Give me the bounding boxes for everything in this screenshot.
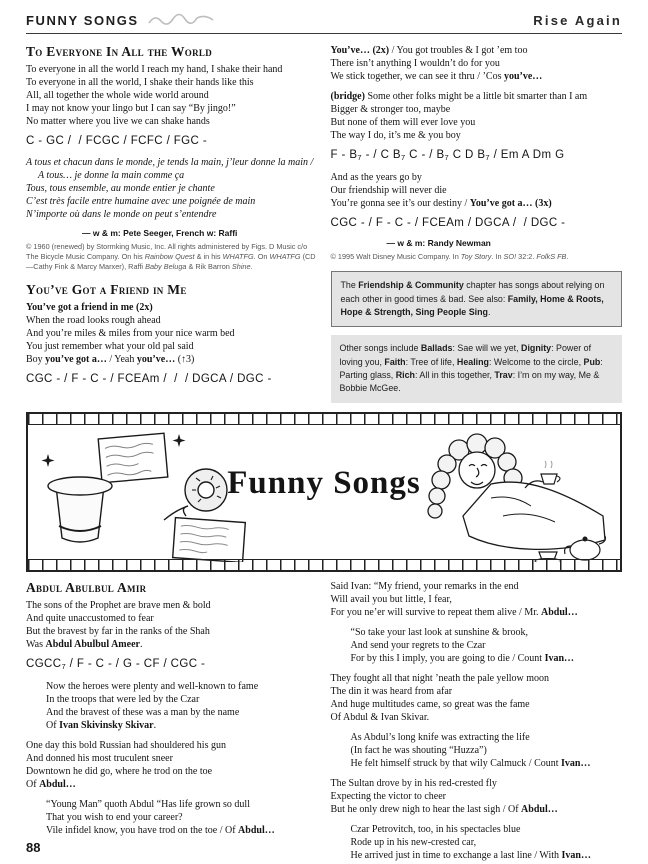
- top-hat-icon: [48, 477, 112, 542]
- header-rule: [26, 33, 622, 34]
- chords-block: [331, 149, 623, 162]
- text-line: [26, 195, 318, 208]
- text-line: [26, 208, 318, 221]
- text-line: [331, 70, 623, 83]
- text-segment: © 1960 (renewed) by Stormking Music, Inc. All rights administered by Figs. D Music c/o The Bicycle Music Company. On his: [26, 242, 308, 262]
- text-segment: And the bravest of these was a man by the name: [46, 706, 240, 718]
- text-segment: : All in this together,: [414, 370, 495, 380]
- lyrics-block: [26, 301, 318, 366]
- text-segment: Was: [26, 638, 46, 650]
- other-songs-box: [331, 335, 623, 402]
- text-segment: But he only drew nigh to hear the last sigh / Of: [330, 803, 522, 815]
- text-line: [46, 824, 318, 837]
- text-segment: Some other folks might be a little bit smarter than I am: [364, 91, 588, 102]
- text-line: [46, 693, 318, 706]
- filmstrip-border-top-icon: [28, 414, 620, 425]
- text-segment: (↑3): [175, 353, 195, 365]
- text-line: [26, 625, 318, 638]
- text-segment: (In fact he was shouting “Huzza”): [350, 744, 487, 756]
- song-body-abdul-left: [26, 599, 318, 837]
- text-segment: Rode up in his new-crested car,: [350, 836, 477, 848]
- handwritten-note-illustration: [173, 517, 246, 561]
- text-segment: The Sultan drove by in his red-crested fly: [330, 777, 497, 789]
- text-line: [46, 798, 318, 811]
- bottom-section: [26, 578, 622, 864]
- text-segment: He felt himself struck by that wily Calmuck / Count: [350, 757, 562, 769]
- sparkle-icon: [173, 434, 186, 447]
- text-line: [331, 116, 623, 129]
- text-line: [46, 719, 318, 732]
- lyrics-block: [26, 63, 318, 128]
- text-segment: Rich: [395, 370, 415, 380]
- text-segment: “So take your last look at sunshine & brook,: [350, 626, 528, 638]
- other-songs-text: [340, 342, 614, 395]
- text-line: [331, 777, 623, 790]
- text-segment: The din it was heard from afar: [330, 685, 453, 697]
- chapter-heading: [26, 12, 217, 28]
- lyrics-block: [351, 626, 623, 665]
- text-segment: .: [487, 306, 491, 317]
- text-segment: All, all together the whole wide world around: [26, 90, 209, 101]
- text-line: [351, 652, 623, 665]
- text-segment: & in his: [194, 252, 223, 262]
- text-line: [331, 184, 623, 197]
- text-line: [26, 89, 318, 102]
- text-segment: Trav: [494, 370, 513, 380]
- text-segment: You just remember what your old pal said: [26, 340, 194, 352]
- text-line: [331, 171, 623, 184]
- text-line: [46, 706, 318, 719]
- text-segment: 32:2.: [516, 252, 537, 261]
- text-line: [26, 638, 318, 651]
- text-segment: : Parting glass,: [339, 356, 603, 380]
- song-title-everyone: To Everyone In All the World: [26, 44, 213, 59]
- text-line: [331, 103, 623, 116]
- text-line: [351, 744, 623, 757]
- fine-block: [26, 242, 318, 273]
- text-segment: : Tree of life,: [405, 356, 457, 367]
- text-line: [331, 803, 623, 816]
- text-segment: FolkS FB: [536, 252, 567, 261]
- text-line: [26, 314, 318, 327]
- text-line: [331, 593, 623, 606]
- lyrics-block: [46, 798, 318, 837]
- text-segment: Of: [46, 719, 60, 731]
- text-segment: You’re gonna see it’s our destiny /: [330, 198, 470, 209]
- top-section: [26, 42, 622, 403]
- text-segment: We stick together, we can see it thru / ’Cos: [330, 71, 504, 82]
- text-line: [351, 757, 623, 770]
- text-line: [331, 90, 623, 103]
- text-segment: Downtown he did go, where he trod on the toe: [26, 765, 213, 777]
- text-line: [26, 778, 318, 791]
- text-segment: (CD—Cathy Fink & Marcy Marxer), Raffi: [26, 252, 316, 272]
- text-segment: CGCC: [26, 657, 62, 670]
- text-segment: That you wish to end your career?: [46, 811, 183, 823]
- text-line: [331, 580, 623, 593]
- book-title: Rise Again: [533, 13, 622, 28]
- text-segment: / Em A Dm G: [489, 149, 565, 161]
- text-segment: Abdul…: [541, 606, 578, 618]
- text-segment: The: [340, 280, 359, 291]
- hat-and-donut-illustration: [38, 426, 248, 562]
- text-segment: But none of them will ever love you: [330, 117, 476, 128]
- text-segment: And send your regrets to the Czar: [350, 639, 486, 651]
- text-segment: C’est très facile entre humaine avec une poignée de main: [26, 196, 256, 207]
- text-segment: N’importe où dans le monde on peut s’entendre: [26, 209, 217, 220]
- text-line: [331, 672, 623, 685]
- text-line: [26, 599, 318, 612]
- text-segment: / Yeah: [106, 353, 137, 365]
- lyrics-block: [26, 156, 318, 221]
- page-number: 88: [26, 840, 41, 855]
- text-segment: you’ve got a…: [45, 353, 107, 365]
- text-line: [26, 327, 318, 340]
- text-segment: & Rik Barron: [186, 262, 232, 272]
- text-segment: 7: [444, 153, 450, 162]
- left-column-bottom: [26, 578, 318, 864]
- song-title-friend: You’ve Got a Friend in Me: [26, 281, 187, 297]
- text-line: [26, 739, 318, 752]
- lyrics-block: [26, 599, 318, 651]
- text-segment: : Welcome to the circle,: [488, 356, 584, 367]
- left-column: [26, 42, 318, 403]
- text-segment: 7: [61, 661, 67, 671]
- fine-block: [331, 252, 623, 262]
- text-segment: Czar Petrovitch, too, in his spectacles blue: [350, 823, 521, 835]
- text-segment: .: [250, 262, 253, 272]
- text-segment: Said Ivan: “My friend, your remarks in the end: [330, 580, 519, 592]
- text-segment: Shine: [231, 262, 251, 272]
- right-column-bottom: [331, 578, 623, 864]
- text-line: [351, 836, 623, 849]
- text-segment: Of Abdul & Ivan Skivar.: [330, 711, 430, 723]
- text-segment: WHATFG: [269, 252, 301, 262]
- text-segment: Pub: [583, 356, 601, 367]
- text-segment: The way I do, it’s me & you boy: [330, 130, 461, 141]
- text-segment: He arrived just in time to exchange a last line / With: [350, 849, 562, 861]
- text-line: [351, 626, 623, 639]
- text-segment: (bridge): [330, 91, 365, 102]
- text-segment: - / C B: [362, 149, 401, 161]
- lyrics-block: [331, 44, 623, 83]
- text-segment: But the bravest by far in the ranks of the Shah: [26, 625, 210, 637]
- text-segment: I may not know your lingo but I can say “By jingo!”: [26, 103, 236, 114]
- face-icon: [459, 452, 495, 488]
- text-line: [26, 765, 318, 778]
- text-segment: Abdul…: [238, 824, 275, 836]
- text-line: [351, 731, 623, 744]
- text-line: [331, 698, 623, 711]
- text-segment: To everyone in all the world, I shake their hands like this: [26, 77, 254, 88]
- text-segment: . On: [253, 252, 270, 262]
- text-segment: . In: [491, 252, 504, 261]
- text-segment: Dignity: [521, 343, 552, 354]
- text-line: [26, 115, 318, 128]
- text-segment: Rainbow Quest: [144, 252, 195, 262]
- text-segment: There isn’t anything I wouldn’t do for you: [330, 58, 500, 69]
- text-segment: One day this bold Russian had shouldered his gun: [26, 739, 226, 751]
- text-line: [331, 606, 623, 619]
- text-line: [26, 612, 318, 625]
- text-segment: / F - C - / G - CF / CGC -: [66, 657, 206, 670]
- song-title-abdul: Abdul Abulbul Amir: [26, 579, 147, 595]
- text-line: [331, 197, 623, 210]
- text-segment: Vile infidel know, you have trod on the toe / Of: [46, 824, 239, 836]
- text-line: [26, 353, 318, 366]
- text-line: [331, 44, 623, 57]
- text-segment: Faith: [384, 356, 406, 367]
- text-segment: .: [153, 719, 157, 731]
- text-segment: C D B: [449, 149, 486, 161]
- lyrics-block: [46, 680, 318, 732]
- text-segment: Ivan Skivinsky Skivar: [59, 719, 154, 731]
- text-line: [26, 63, 318, 76]
- chapter-note-text: [341, 279, 613, 319]
- text-segment: : Power of loving you,: [339, 343, 592, 367]
- text-segment: You’ve… (2x): [330, 45, 390, 56]
- text-segment: Abdul Abulbul Ameer: [45, 638, 140, 650]
- text-line: [26, 182, 318, 195]
- chapter-title: FUNNY SONGS: [26, 12, 139, 28]
- text-segment: Friendship & Community: [358, 280, 464, 291]
- sign-illustration: [98, 433, 168, 483]
- text-segment: Other songs include: [339, 343, 421, 354]
- text-segment: .: [566, 252, 569, 261]
- text-segment: Healing: [456, 356, 489, 367]
- text-segment: : I’m on my way, Me & Bobbie McGee.: [339, 370, 600, 394]
- chords-block: CGC - / F - C - / FCEAm / DGCA / / DGC -: [330, 217, 566, 229]
- song-body-friend-left: [26, 301, 318, 385]
- text-segment: Tous, tous ensemble, au monde entier je chante: [26, 183, 215, 194]
- text-segment: 7: [400, 153, 406, 162]
- text-segment: Now the heroes were plenty and well-known to fame: [46, 680, 259, 692]
- text-line: [331, 685, 623, 698]
- text-segment: Will avail you but little, I fear,: [330, 593, 452, 605]
- text-segment: And quite unaccustomed to fear: [26, 612, 154, 624]
- banner-title: Funny Songs: [227, 464, 421, 501]
- banner-center: [28, 425, 620, 559]
- text-line: [26, 156, 318, 182]
- text-line: [46, 811, 318, 824]
- text-segment: As Abdul’s long knife was extracting the life: [350, 731, 530, 743]
- text-segment: Expecting the victor to cheer: [330, 790, 447, 802]
- text-line: [26, 76, 318, 89]
- page-header: [26, 12, 622, 28]
- text-segment: Ivan…: [544, 652, 575, 664]
- text-segment: C - / B: [405, 149, 445, 161]
- lyrics-block: [331, 777, 623, 816]
- text-line: [26, 301, 318, 314]
- text-segment: Bigger & stronger too, maybe: [330, 104, 451, 115]
- lyrics-block: [331, 580, 623, 619]
- chords-block: [26, 658, 318, 671]
- text-segment: In the troops that were led by the Czar: [46, 693, 200, 705]
- text-segment: WHATFG: [222, 252, 254, 262]
- wig-figure-illustration: [407, 426, 612, 562]
- text-segment: 7: [357, 153, 362, 162]
- chords-block: C - GC / / FCGC / FCFC / FGC -: [26, 135, 208, 147]
- text-segment: : Sae will we yet,: [452, 343, 522, 354]
- text-segment: You’ve got a friend in me (2x): [26, 301, 153, 313]
- text-segment: F - B: [330, 149, 358, 161]
- text-segment: Ballads: [420, 343, 453, 354]
- lyrics-block: [351, 823, 623, 862]
- text-segment: And huge multitudes came, so great was the fame: [330, 698, 530, 710]
- text-segment: They fought all that night ’neath the pale yellow moon: [330, 672, 550, 684]
- text-segment: Of: [26, 778, 40, 790]
- text-segment: you’ve…: [136, 353, 176, 365]
- text-segment: For by this I imply, you are going to die / Count: [350, 652, 545, 664]
- credit-block: — w & m: Randy Newman: [386, 238, 491, 248]
- text-segment: And you’re miles & miles from your nice warm bed: [26, 327, 235, 339]
- text-line: [26, 102, 318, 115]
- song-body-friend-right: [331, 42, 623, 262]
- text-segment: When the road looks rough ahead: [26, 314, 161, 326]
- text-line: [351, 849, 623, 862]
- text-line: [351, 639, 623, 652]
- chords-block: CGC - / F - C - / FCEAm / / / DGCA / DGC -: [26, 372, 272, 385]
- text-segment: Abdul…: [39, 778, 76, 790]
- text-segment: “Young Man” quoth Abdul “Has life grown so dull: [46, 798, 250, 810]
- filmstrip-border-bottom-icon: [28, 559, 620, 570]
- text-line: [331, 129, 623, 142]
- text-segment: A tous et chacun dans le monde, je tends la main, j’leur donne la main / A tous… je donne la main comme ça: [26, 157, 314, 181]
- script-flourish-icon: [147, 12, 217, 28]
- sparkle-icon: [42, 454, 55, 467]
- lyrics-block: [331, 672, 623, 724]
- song-body-everyone: [26, 63, 318, 273]
- text-line: [351, 823, 623, 836]
- credit-block: — w & m: Pete Seeger, French w: Raffi: [82, 228, 238, 238]
- text-line: [46, 680, 318, 693]
- text-segment: Ivan…: [561, 849, 591, 861]
- chapter-note-box: [331, 271, 623, 327]
- text-segment: chapter has songs about relying on each other in good times & bad. See also:: [340, 280, 605, 304]
- text-segment: To everyone in all the world I reach my hand, I shake their hand: [26, 64, 283, 75]
- lyrics-block: [351, 731, 623, 770]
- lyrics-block: [26, 739, 318, 791]
- text-segment: Toy Story: [460, 252, 492, 261]
- text-segment: Ivan…: [561, 757, 591, 769]
- text-segment: Family, Home & Roots, Hope & Strength, Sing People Sing: [340, 293, 604, 317]
- text-line: [26, 752, 318, 765]
- text-segment: you’ve…: [503, 71, 543, 82]
- text-line: [331, 57, 623, 70]
- text-segment: SO!: [503, 252, 517, 261]
- right-column: [331, 42, 623, 403]
- text-line: [331, 711, 623, 724]
- text-segment: Baby Beluga: [145, 262, 187, 272]
- text-segment: For you ne’er will survive to repeat them alive / Mr.: [330, 606, 542, 618]
- text-segment: © 1995 Walt Disney Music Company. In: [330, 252, 461, 261]
- text-segment: 7: [485, 153, 490, 162]
- text-line: [26, 340, 318, 353]
- text-segment: And as the years go by: [330, 172, 422, 183]
- text-segment: Boy: [26, 353, 46, 365]
- lyrics-block: [331, 90, 623, 142]
- text-segment: The sons of the Prophet are brave men & bold: [26, 599, 211, 611]
- lyrics-block: [331, 171, 623, 210]
- text-segment: / You got troubles & I got ’em too: [389, 45, 528, 56]
- text-segment: .: [139, 638, 143, 650]
- text-segment: And donned his most truculent sneer: [26, 752, 173, 764]
- text-segment: You’ve got a… (3x): [469, 198, 552, 209]
- text-segment: Abdul…: [521, 803, 558, 815]
- text-segment: No matter where you live we can shake hands: [26, 116, 210, 127]
- chapter-banner: [26, 412, 622, 572]
- song-body-abdul-right: [331, 580, 623, 862]
- hand-holding-donut-icon: [164, 469, 227, 520]
- text-line: [331, 790, 623, 803]
- text-segment: Our friendship will never die: [330, 185, 447, 196]
